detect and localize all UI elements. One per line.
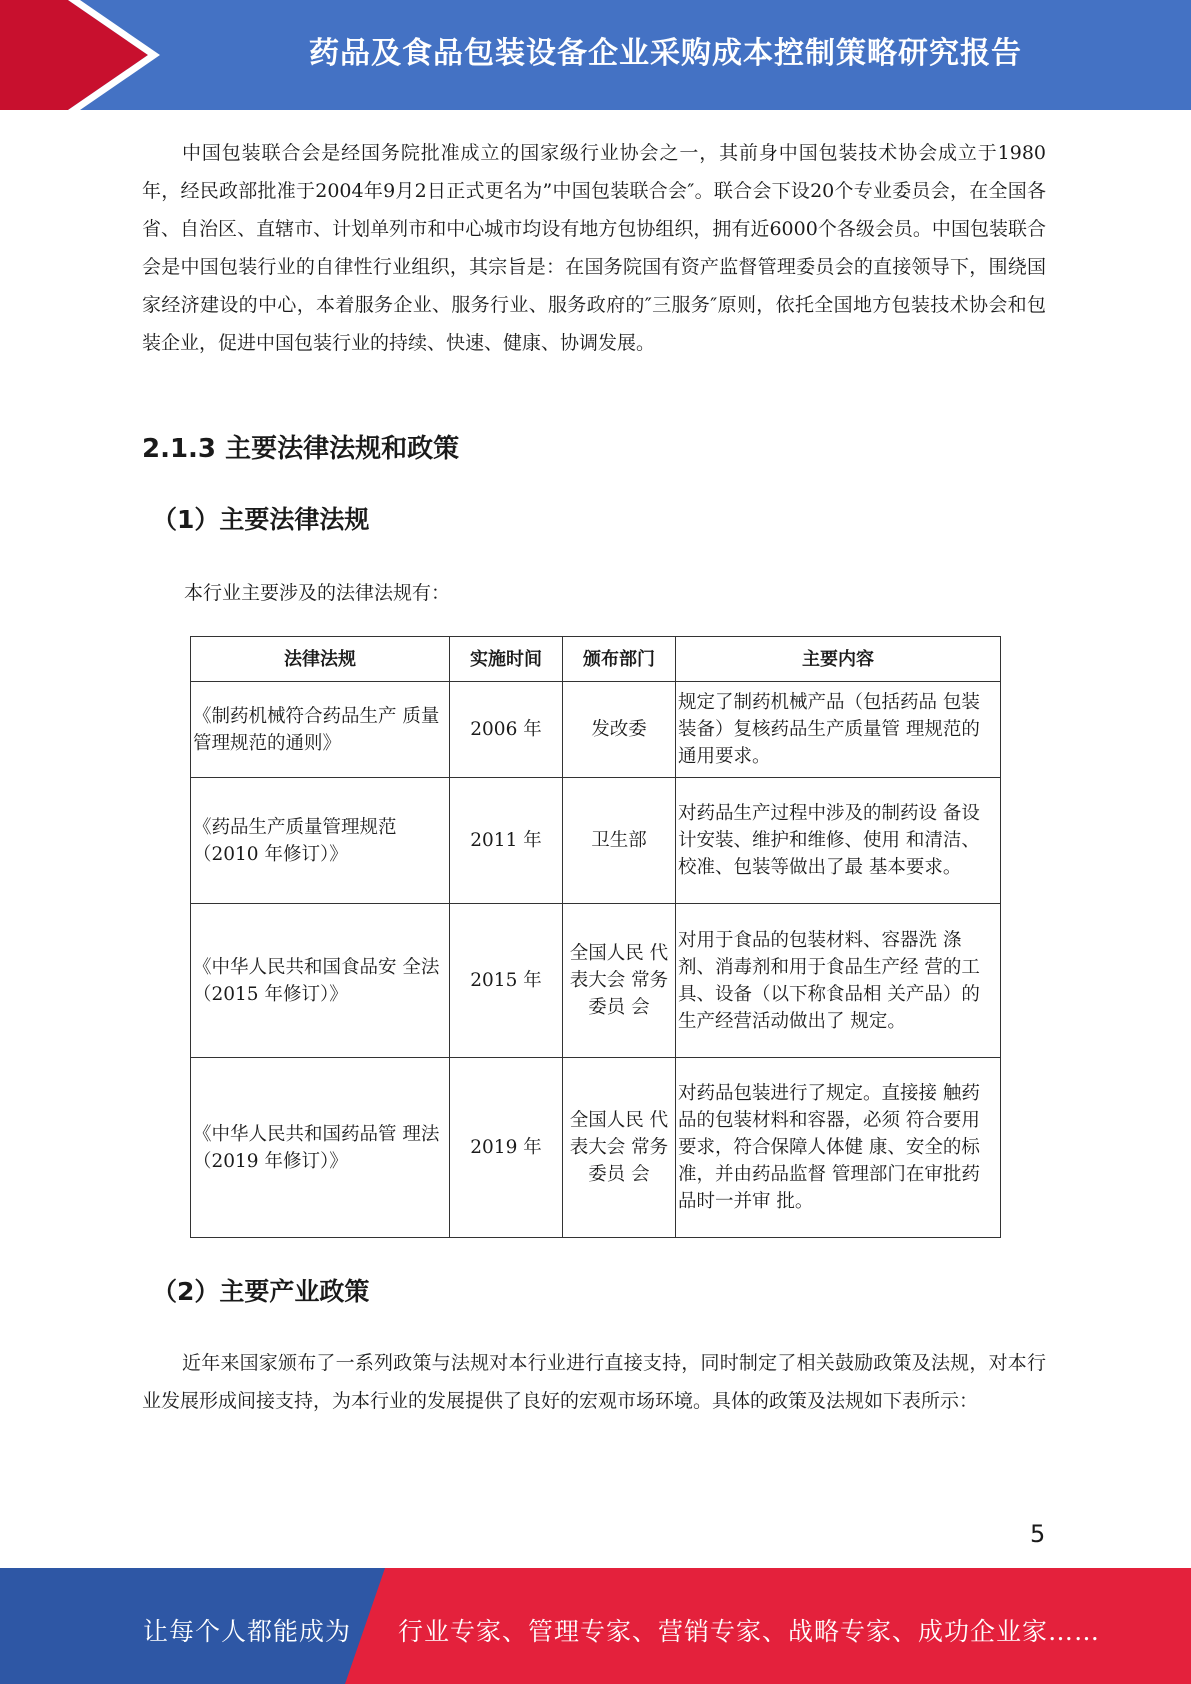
page-number: 5 [1030,1520,1046,1548]
footer-slogan-right: 行业专家、管理专家、营销专家、战略专家、成功企业家…… [398,1617,1101,1646]
law-name-cell: 《中华人民共和国药品管 理法（2019 年修订）》 [191,1058,450,1238]
date-cell: 2006 年 [450,682,563,778]
date-cell: 2011 年 [450,778,563,904]
table-row [191,1058,1001,1238]
column-header-department: 颁布部门 [563,637,676,682]
policies-paragraph: 近年来国家颁布了一系列政策与法规对本行业进行直接支持，同时制定了相关鼓励政策及法规，对本行业发展形成间接支持，为本行业的发展提供了良好的宏观市场环境。具体的政策及法规如下表所示： [142,1352,1046,1412]
footer-slogan-left: 让每个人都能成为 [143,1617,352,1646]
law-name-cell: 《中华人民共和国食品安 全法（2015 年修订）》 [191,904,450,1058]
date-cell: 2019 年 [450,1058,563,1238]
department-cell: 全国人民 代表大会 常务委员 会 [563,904,676,1058]
department-cell: 卫生部 [563,778,676,904]
column-header-date: 实施时间 [450,637,563,682]
department-cell: 发改委 [563,682,676,778]
content-cell: 对药品生产过程中涉及的制药设 备设计安装、维护和维修、使用 和清洁、校准、包装等做出了最 基本要求。 [676,778,1001,904]
subsection-heading-laws: （1）主要法律法规 [152,505,370,534]
content-cell: 对药品包装进行了规定。直接接 触药品的包装材料和容器，必须 符合要用要求，符合保障人体健 康、安全的标准，并由药品监督 管理部门在审批药品时一并审 批。 [676,1058,1001,1238]
subsection-heading-policies: （2）主要产业政策 [152,1277,370,1306]
laws-table [190,636,1001,1238]
intro-paragraph: 中国包装联合会是经国务院批准成立的国家级行业协会之一，其前身中国包装技术协会成立于1980年，经民政部批准于2004年9月2日正式更名为”中国包装联合会″。联合会下设20个专业委员会，在全国各省、自治区、直辖市、计划单列市和中心城市均设有地方包协组织，拥有近6000个各级会员。中国包装联合会是中国包装行业的自律性行业组织，其宗旨是：在国务院国有资产监督管理委员会的直接领导下，围绕国家经济建设的中心，本着服务企业、服务行业、服务政府的″三服务″原则，依托全国地方包装技术协会和包装企业，促进中国包装行业的持续、快速、健康、协调发展。 [142,142,1046,354]
table-row [191,682,1001,778]
laws-intro-text: 本行业主要涉及的法律法规有： [184,582,451,604]
page-footer [0,1568,1191,1684]
law-name-cell: 《药品生产质量管理规范（2010 年修订）》 [191,778,450,904]
report-title: 药品及食品包装设备企业采购成本控制策略研究报告 [309,36,1022,71]
content-cell: 对用于食品的包装材料、容器洗 涤剂、消毒剂和用于食品生产经 营的工具、设备（以下称食品相 关产品）的生产经营活动做出了 规定。 [676,904,1001,1058]
table-header-row [191,637,1001,682]
table-row [191,904,1001,1058]
law-name-cell: 《制药机械符合药品生产 质量管理规范的通则》 [191,682,450,778]
column-header-content: 主要内容 [676,637,1001,682]
table-row [191,778,1001,904]
column-header-law: 法律法规 [191,637,450,682]
chevron-decoration-icon [0,0,160,110]
department-cell: 全国人民 代表大会 常务委员 会 [563,1058,676,1238]
content-cell: 规定了制药机械产品（包括药品 包装装备）复核药品生产质量管 理规范的通用要求。 [676,682,1001,778]
date-cell: 2015 年 [450,904,563,1058]
page-header [0,0,1191,110]
section-heading: 2.1.3 主要法律法规和政策 [142,434,460,464]
